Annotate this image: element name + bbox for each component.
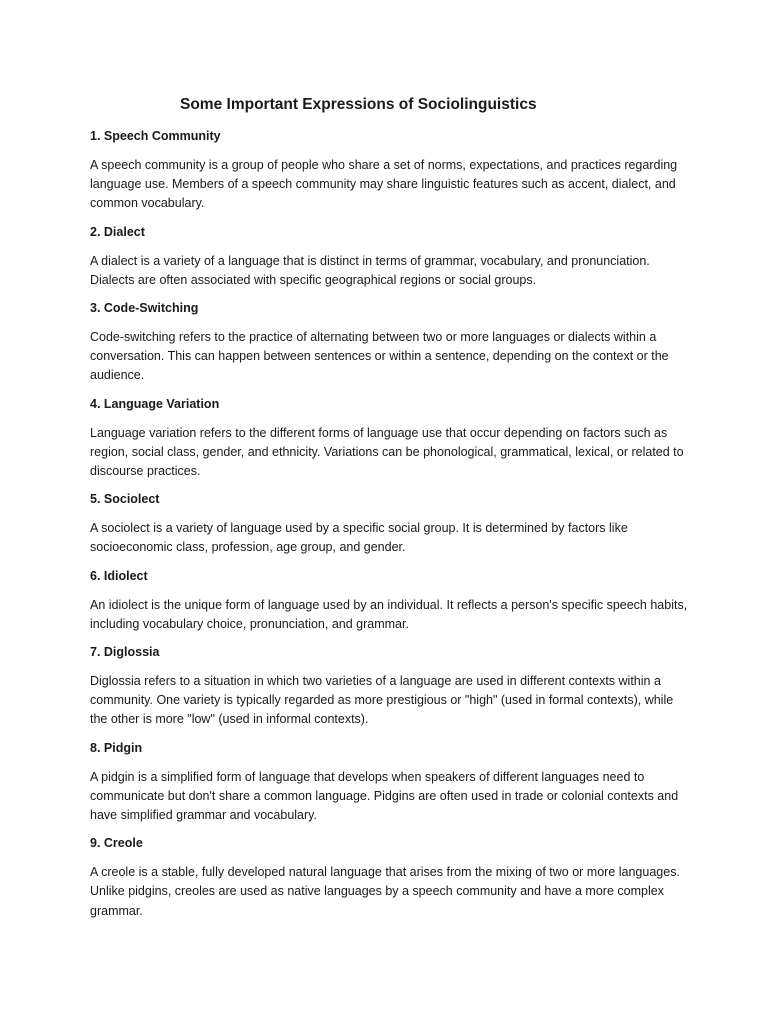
document-title: Some Important Expressions of Sociolinguistics	[180, 96, 537, 113]
section-body: A speech community is a group of people who share a set of norms, expectations, and practices regarding language use. Members of a speech community may share linguistic features such as accent, dialect, and common vocabulary.	[90, 158, 678, 211]
section-heading: 8. Pidgin	[90, 740, 143, 755]
section-heading: 9. Creole	[90, 836, 143, 851]
section-heading: 1. Speech Community	[90, 129, 221, 143]
section-heading: 6. Idiolect	[90, 568, 148, 583]
section-body: Language variation refers to the different forms of language use that occur depending on factors such as region, social class, gender, and ethnicity. Variations can be phonological, grammatical, lexical, or related to discourse practices.	[90, 425, 684, 479]
document-page	[90, 94, 690, 931]
section-body: A dialect is a variety of a language that is distinct in terms of grammar, vocabulary, and pronunciation. Dialects are often associated with specific geographical regions or social groups.	[90, 253, 650, 287]
section-creole	[90, 835, 690, 921]
section-heading: 3. Code-Switching	[90, 301, 199, 316]
section-body: A pidgin is a simplified form of language that develops when speakers of different languages need to communicate but don't share a common language. Pidgins are often used in trade or colonial contexts and have simplified grammar and vocabulary.	[90, 769, 679, 823]
section-heading: 5. Sociolect	[90, 492, 160, 507]
section-speech-community	[90, 128, 690, 214]
section-heading: 7. Diglossia	[90, 645, 160, 660]
section-heading: 2. Dialect	[90, 224, 145, 239]
section-pidgin	[90, 740, 690, 826]
section-sociolect	[90, 491, 690, 557]
section-body: A sociolect is a variety of language used by a specific social group. It is determined by factors like socioeconomic class, profession, age group, and gender.	[90, 521, 628, 555]
section-body: A creole is a stable, fully developed natural language that arises from the mixing of two or more languages. Unlike pidgins, creoles are used as native languages by a speech community and have a more complex grammar.	[90, 865, 680, 918]
section-body: Code-switching refers to the practice of alternating between two or more languages or dialects within a conversation. This can happen between sentences or within a sentence, depending on the context or the audience.	[90, 330, 669, 383]
section-language-variation	[90, 396, 690, 482]
section-body: Diglossia refers to a situation in which two varieties of a language are used in different contexts within a community. One variety is typically regarded as more prestigious or "high" (used in formal contexts), while the other is more "low" (used in informal contexts).	[90, 674, 674, 727]
section-diglossia	[90, 644, 690, 730]
section-code-switching	[90, 300, 690, 386]
section-heading: 4. Language Variation	[90, 396, 220, 411]
section-idiolect	[90, 568, 690, 634]
section-dialect	[90, 224, 690, 290]
section-body: An idiolect is the unique form of language used by an individual. It reflects a person's specific speech habits, including vocabulary choice, pronunciation, and grammar.	[90, 597, 688, 631]
